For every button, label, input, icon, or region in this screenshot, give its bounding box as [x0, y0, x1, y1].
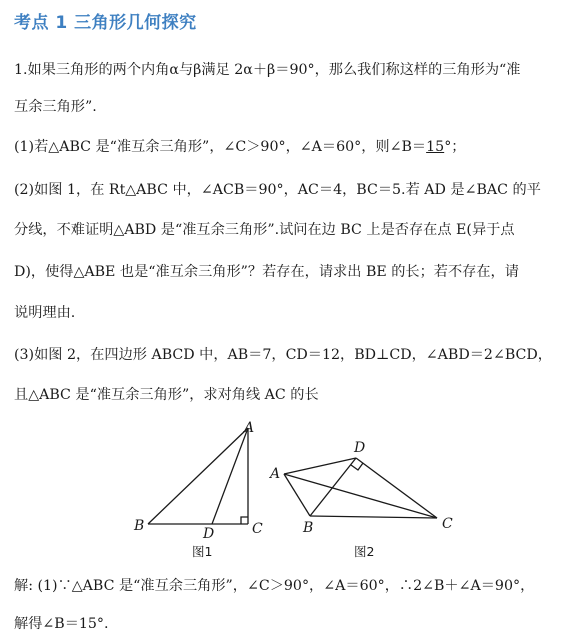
solution-line-1: 解: (1)∵△ABC 是“准互余三角形”，∠C＞90°，∠A＝60°，∴2∠B＋∠A＝90°， — [14, 578, 535, 594]
section-title: 考点 1 三角形几何探究 — [14, 13, 197, 33]
figure-1-caption: 图1 — [192, 544, 213, 559]
fig2-label-d: D — [354, 440, 366, 456]
question-1-answer: 15 — [426, 139, 445, 155]
fig2-label-b: B — [303, 520, 314, 536]
problem-intro-line-1: 1.如果三角形的两个内角α与β满足 2α＋β＝90°，那么我们称这样的三角形为“准 — [14, 62, 521, 78]
question-2-line-2: 分线，不难证明△ABD 是“准互余三角形”.试问在边 BC 上是否存在点 E(异于点 — [14, 222, 515, 238]
fig1-side-ab — [148, 428, 248, 524]
fig2-label-c: C — [442, 516, 453, 532]
question-1-line — [14, 137, 465, 157]
figure-1 — [148, 428, 248, 524]
solution-line-2: 解得∠B＝15°. — [14, 616, 109, 632]
fig1-label-d: D — [203, 526, 215, 542]
fig1-label-b: B — [134, 518, 145, 534]
question-3-line-1: (3)如图 2，在四边形 ABCD 中，AB＝7，CD＝12，BD⊥CD，∠ABD＝2∠BCD， — [14, 347, 552, 363]
question-2-line-4: 说明理由. — [14, 305, 76, 321]
question-2-line-1: (2)如图 1，在 Rt△ABC 中，∠ACB＝90°，AC＝4，BC＝5.若 AD 是∠BAC 的平 — [14, 182, 541, 198]
fig1-label-a: A — [244, 420, 255, 436]
fig2-right-angle-mark — [351, 463, 363, 470]
question-2-line-3: D)，使得△ABE 也是“准互余三角形”？若存在，请求出 BE 的长；若不存在，请 — [14, 264, 519, 280]
figure-2-caption: 图2 — [354, 544, 375, 559]
geometry-figures — [0, 420, 585, 570]
figures-area — [0, 420, 585, 570]
question-1-suffix: °； — [444, 139, 466, 155]
fig1-label-c: C — [252, 521, 263, 537]
question-1-text: (1)若△ABC 是“准互余三角形”，∠C＞90°，∠A＝60°，则∠B＝ — [14, 139, 427, 155]
fig2-side-dc — [356, 458, 437, 518]
problem-intro-line-2: 互余三角形”. — [14, 99, 97, 115]
fig2-side-bc — [310, 516, 437, 518]
question-3-line-2: 且△ABC 是“准互余三角形”，求对角线 AC 的长 — [14, 387, 319, 403]
fig1-bisector-ad — [212, 428, 248, 524]
figure-2 — [284, 458, 437, 518]
fig2-label-a: A — [270, 466, 281, 482]
fig1-right-angle-mark — [241, 517, 248, 524]
